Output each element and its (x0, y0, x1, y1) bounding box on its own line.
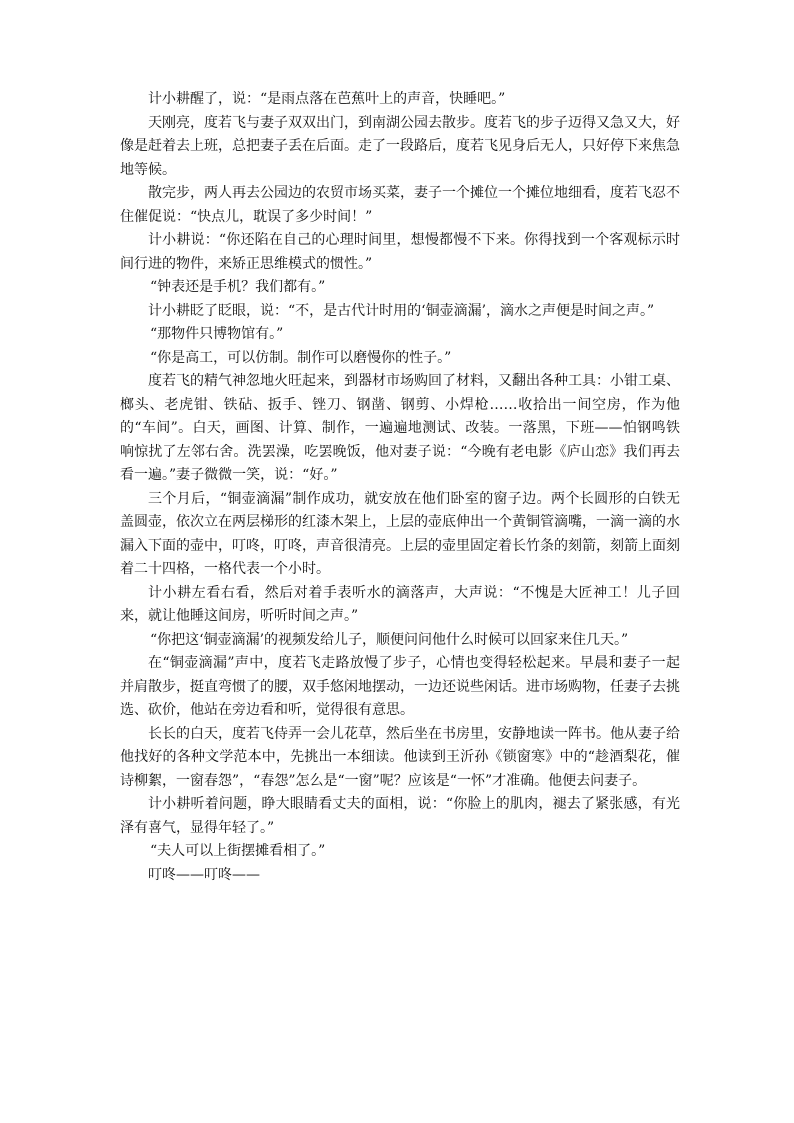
paragraph: 计小耕听着问题，睁大眼睛看丈夫的面相，说：“你脸上的肌肉，褪去了紧张感，有光泽有喜气，显得年轻了。” (120, 796, 680, 836)
paragraph: “夫人可以上街摆摊看相了。” (150, 843, 326, 859)
paragraph: 三个月后，“铜壶滴漏”制作成功，就安放在他们卧室的窗子边。两个长圆形的白铁无盖圆壶，依次立在两层梯形的红漆木架上，上层的壶底伸出一个黄铜管滴嘴，一滴一滴的水漏入下面的壶中，叮咚，叮咚，声音很清亮。上层的壶里固定着长竹条的刻箭，刻箭上面刻着二十四格，一格代表一个小时。 (120, 490, 680, 577)
paragraph: “你把这‘铜壶滴漏’的视频发给儿子，顺便问问他什么时候可以回家来住几天。” (150, 631, 629, 648)
paragraph: 散完步，两人再去公园边的农贸市场买菜，妻子一个摊位一个摊位地细看，度若飞忍不住催促说：“快点儿，耽误了多少时间！” (120, 185, 680, 225)
paragraph: 在“铜壶滴漏”声中，度若飞走路放慢了步子，心情也变得轻松起来。早晨和妻子一起并肩散步，挺直弯惯了的腰，双手悠闲地摆动，一边还说些闲话。进市场购物，任妻子去挑选、砍价，他站在旁边看和听，觉得很有意思。 (120, 655, 680, 718)
paragraph: “你是高工，可以仿制。制作可以磨慢你的性子。” (150, 349, 452, 366)
paragraph: 天刚亮，度若飞与妻子双双出门，到南湖公园去散步。度若飞的步子迈得又急又大，好像是赶着去上班，总把妻子丢在后面。走了一段路后，度若飞见身后无人，只好停下来焦急地等候。 (120, 114, 680, 178)
paragraph: “钟表还是手机？我们都有。” (150, 279, 326, 295)
paragraph: 计小耕说：“你还陷在自己的心理时间里，想慢都慢不下来。你得找到一个客观标示时间行进的物件，来矫正思维模式的惯性。” (120, 232, 680, 272)
paragraph: 度若飞的精气神忽地火旺起来，到器材市场购回了材料，又翻出各种工具：小钳工桌、榔头、老虎钳、铁砧、扳手、锉刀、钢凿、钢剪、小焊枪……收拾出一间空房，作为他的“车间”。白天，画图、计算、制作，一遍遍地测试、改装。一落黑，下班——怕钢鸣铁响惊扰了左邻右舍。洗罢澡，吃罢晚饭，他对妻子说：“今晚有老电影《庐山恋》我们再去看一遍。”妻子微微一笑，说：“好。” (120, 373, 680, 483)
paragraph: 长长的白天，度若飞侍弄一会儿花草，然后坐在书房里，安静地读一阵书。他从妻子给他找好的各种文学范本中，先挑出一本细读。他读到王沂孙《锁窗寒》中的“趁酒梨花，催诗柳絮，一窗春怨”，“春怨”怎么是“一窗”呢？应该是“一怀”才准确。他便去问妻子。 (120, 725, 680, 789)
document-body (120, 88, 680, 887)
paragraph: 叮咚——叮咚—— (148, 866, 260, 883)
paragraph: 计小耕左看右看，然后对着手表听水的滴落声，大声说：“不愧是大匠神工！儿子回来，就让他睡这间房，听听时间之声。” (120, 584, 680, 624)
paragraph: 计小耕醒了，说：“是雨点落在芭蕉叶上的声音，快睡吧。” (148, 91, 506, 107)
paragraph: “那物件只博物馆有。” (150, 326, 284, 342)
paragraph: 计小耕眨了眨眼，说：“不，是古代计时用的‘铜壶滴漏’，滴水之声便是时间之声。” (148, 302, 655, 319)
